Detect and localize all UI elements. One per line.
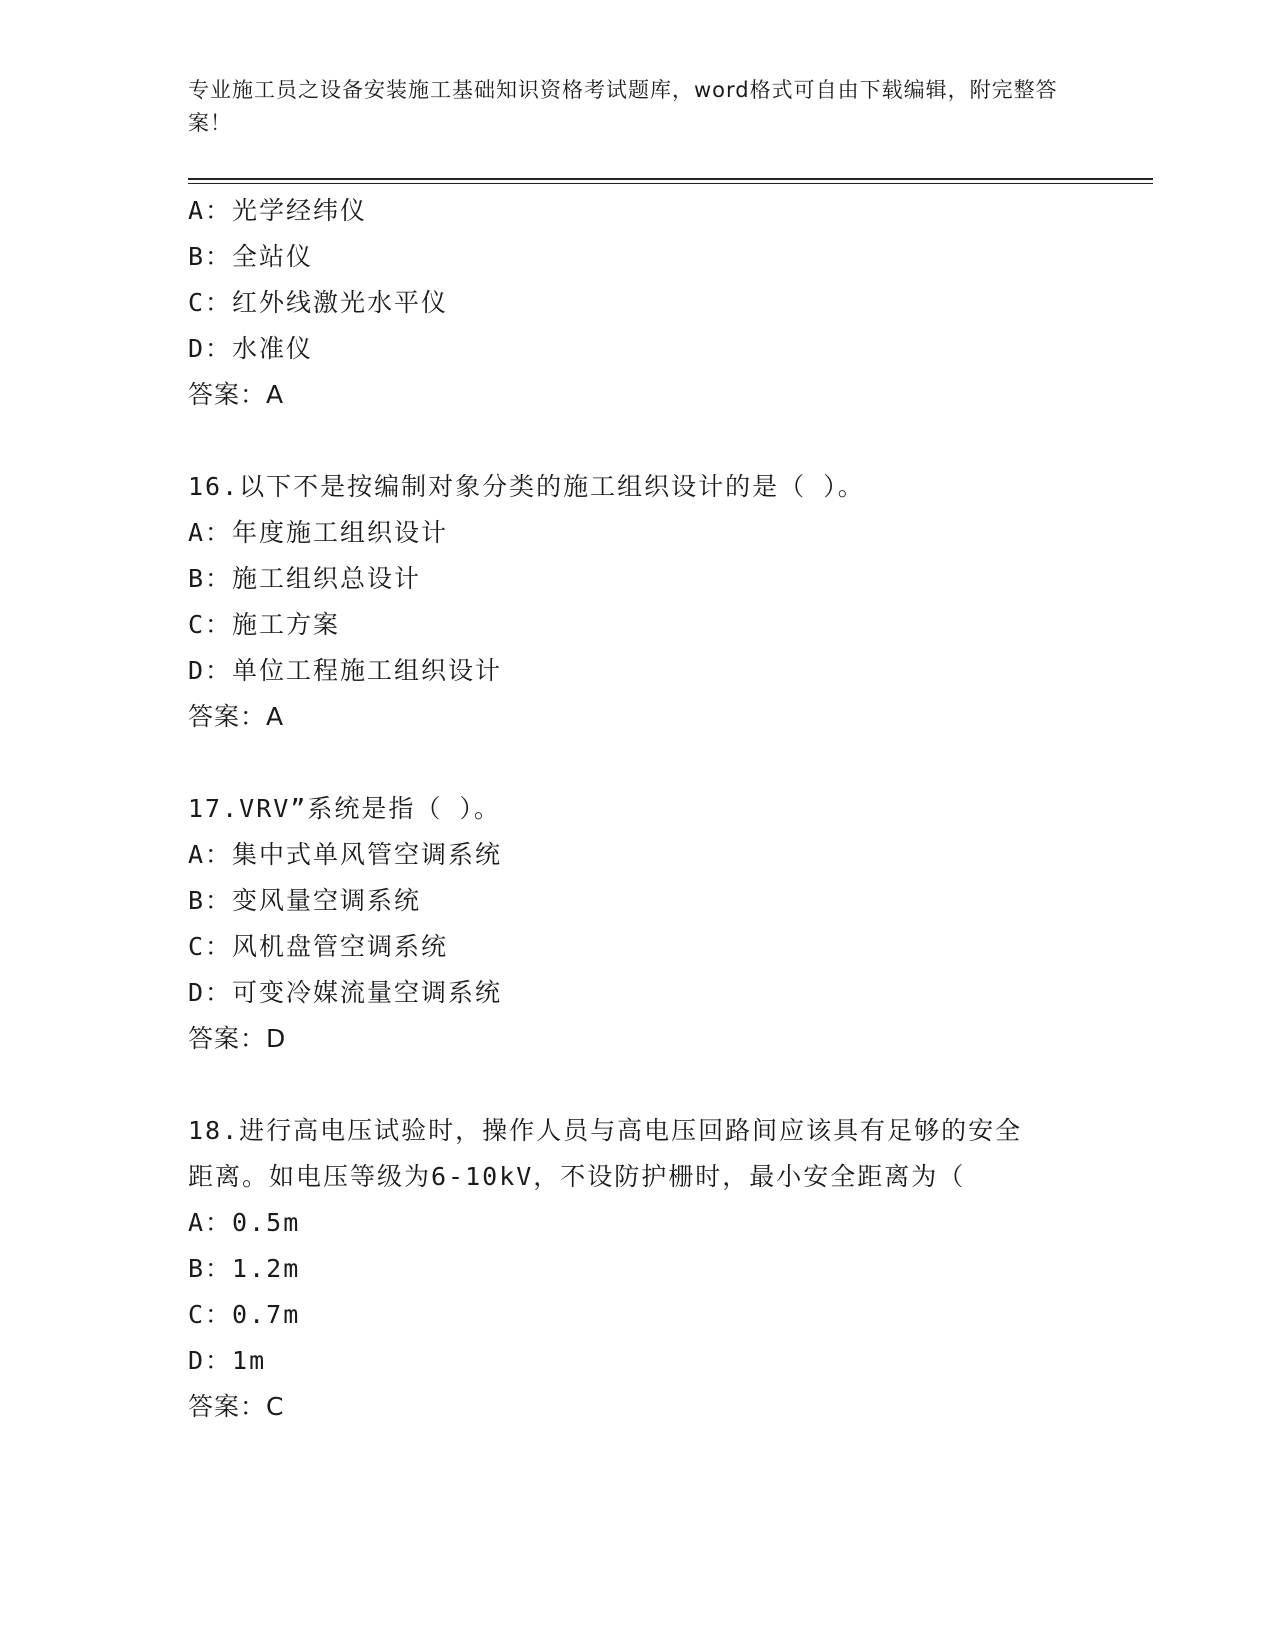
header-divider-thick (188, 178, 1153, 180)
header-title: 专业施工员之设备安装施工基础知识资格考试题库，word格式可自由下载编辑，附完整答案！ (188, 78, 1058, 135)
option-c: C：红外线激光水平仪 (188, 288, 449, 317)
option-a: A：光学经纬仪 (188, 196, 368, 225)
question-stem: 17.VRV”系统是指（ ）。 (188, 794, 501, 823)
option-a: A：年度施工组织设计 (188, 518, 449, 547)
header-divider-thin (188, 183, 1153, 184)
question-stem: 16.以下不是按编制对象分类的施工组织设计的是（ ）。 (188, 472, 865, 501)
option-b: B：全站仪 (188, 242, 314, 271)
document-header (188, 74, 1088, 140)
answer-line: 答案：A (188, 380, 285, 409)
option-d: D：可变冷媒流量空调系统 (188, 978, 503, 1007)
option-c: C：施工方案 (188, 610, 341, 639)
question-18 (188, 1108, 1088, 1430)
answer-line: 答案：C (188, 1392, 285, 1421)
option-c: C：风机盘管空调系统 (188, 932, 449, 961)
question-stem-line-1: 18.进行高电压试验时，操作人员与高电压回路间应该具有足够的安全 (188, 1116, 1023, 1145)
option-b: B：1.2m (188, 1254, 301, 1283)
question-list (188, 188, 1088, 1430)
question-16 (188, 464, 1088, 740)
option-a: A：集中式单风管空调系统 (188, 840, 503, 869)
answer-line: 答案：A (188, 702, 285, 731)
question-15 (188, 188, 1088, 418)
question-17 (188, 786, 1088, 1062)
option-a: A：0.5m (188, 1208, 301, 1237)
option-c: C：0.7m (188, 1300, 301, 1329)
option-d: D：1m (188, 1346, 267, 1375)
question-stem-line-2: 距离。如电压等级为6-10kV，不设防护栅时，最小安全距离为（ (188, 1162, 966, 1191)
option-b: B：变风量空调系统 (188, 886, 422, 915)
option-d: D：单位工程施工组织设计 (188, 656, 503, 685)
option-b: B：施工组织总设计 (188, 564, 422, 593)
option-d: D：水准仪 (188, 334, 314, 363)
answer-line: 答案：D (188, 1024, 287, 1053)
